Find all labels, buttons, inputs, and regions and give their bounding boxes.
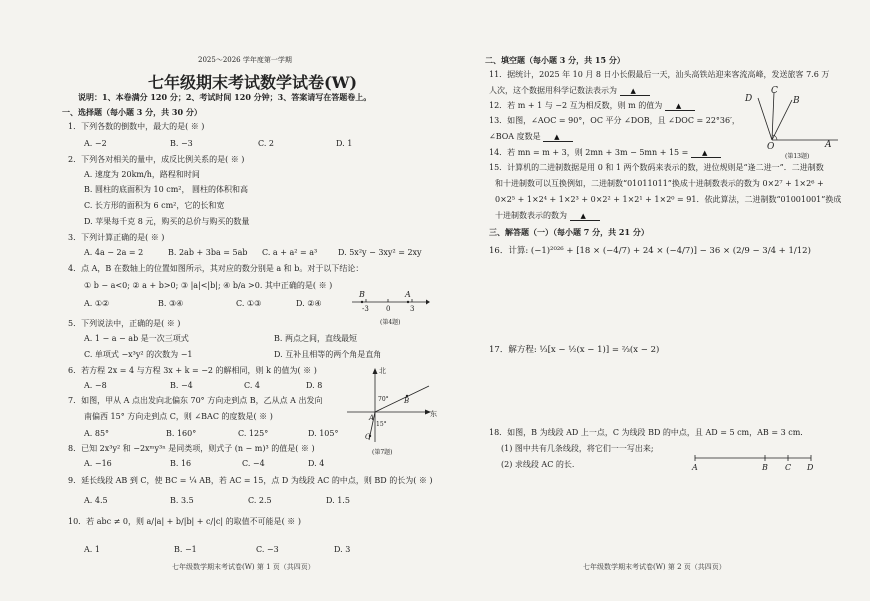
q2-opt-a: A. 速度为 20km/h，路程和时间 (84, 170, 200, 179)
q4-statements: ① b − a<0; ② a + b>0; ③ |a|<|b|; ④ b/a >0. 其中正确的是( ※ ) (84, 281, 333, 290)
q18-part2: (2) 求线段 AC 的长. (501, 460, 575, 469)
q18-stem: 18．如图，B 为线段 AD 上一点，C 为线段 BD 的中点，且 AD = 5 cm，AB = 3 cm． (489, 428, 809, 437)
q4-tick-3: 3 (410, 305, 415, 313)
q13-line1: 13．如图，∠AOC = 90°，OC 平分 ∠DOB，且 ∠DOC = 22°36′， (489, 116, 740, 125)
answer-marker-icon: ▲ (630, 87, 636, 95)
q8-opt-b: B. 16 (170, 459, 192, 468)
q13-label-d: D (745, 94, 753, 104)
q14-text: 14．若 mn = m + 3，则 2mn + 3m − 5mn + 15 = (489, 148, 689, 157)
q7-opt-c: C. 125° (238, 429, 269, 438)
q8-opt-a: A. −16 (84, 459, 112, 468)
q8-opt-d: D. 4 (308, 459, 325, 468)
answer-marker-icon: ▲ (701, 149, 708, 157)
q4-tick-neg3: -3 (362, 305, 369, 313)
q18-segment-diagram (693, 452, 813, 464)
q14-answer-blank (691, 149, 721, 158)
q14-line (489, 148, 721, 158)
term-label: 2025～2026 学年度第一学期 (198, 56, 292, 64)
q7-opt-b: B. 160° (166, 429, 197, 438)
q9-opt-a: A. 4.5 (84, 496, 108, 505)
q3-opt-c: C. a + a² = a³ (262, 248, 318, 257)
page-2 (435, 0, 870, 601)
q1-opt-d: D. 1 (336, 139, 353, 148)
q5-opt-b: B. 两点之间，直线最短 (274, 334, 357, 343)
q4-opt-d: D. ②④ (296, 299, 322, 308)
q15-line1: 15．计算机的二进制数据是用 0 和 1 两个数码来表示的数，进位规则是“逢二进一”．二进制数 (489, 163, 824, 172)
q6-opt-b: B. −4 (170, 381, 193, 390)
q5-opt-c: C. 单项式 −x³y² 的次数为 −1 (84, 350, 193, 359)
q5-opt-a: A. 1 − a − ab 是一次三项式 (84, 334, 189, 343)
q3-opt-a: A. 4a − 2a = 2 (84, 248, 144, 257)
q4-tick-0: 0 (386, 305, 391, 313)
q4-opt-c: C. ①③ (236, 299, 262, 308)
section-3-heading: 三、解答题（一）（每小题 7 分，共 21 分） (489, 227, 649, 237)
q4-opt-b: B. ③④ (158, 299, 184, 308)
q8-stem: 8．已知 2x³y² 和 −2xᵐy³ⁿ 是同类项，则式子 (n − m)³ 的值是( ※ ) (68, 444, 315, 453)
q18-label-b: B (762, 463, 768, 472)
q7-angle-15: 15° (376, 421, 387, 428)
q15-answer-blank (570, 212, 600, 221)
q15-line4 (495, 211, 600, 221)
q4-opt-a: A. ①② (84, 299, 110, 308)
q4-caption: (第4题) (380, 319, 401, 326)
q11-line2 (489, 86, 650, 96)
q7-compass-diagram (345, 368, 435, 448)
q11-line1: 11．据统计，2025 年 10 月 8 日小长假最后一天，汕头高铁站迎来客流高峰，发送旅客 7.6 万 (489, 70, 830, 79)
q13-label-c: C (771, 86, 778, 96)
q7-label-a: A (369, 414, 375, 422)
q7-opt-d: D. 105° (308, 429, 339, 438)
q11-text: 人次，这个数据用科学记数法表示为 (489, 86, 617, 95)
page-2-footer: 七年级数学期末考试卷(W) 第 2 页（共四页） (583, 563, 726, 571)
q1-stem: 1．下列各数的倒数中，最大的是( ※ ) (68, 122, 205, 131)
page-1-footer: 七年级数学期末考试卷(W) 第 1 页（共四页） (172, 563, 315, 571)
q9-opt-d: D. 1.5 (326, 496, 350, 505)
q7-label-east: 东 (430, 410, 437, 418)
q18-label-a: A (692, 463, 698, 472)
q9-stem: 9．延长线段 AB 到 C，使 BC = ¼ AB，若 AC = 15，点 D 为线段 AC 的中点，则 BD 的长为( ※ ) (68, 476, 433, 485)
q5-stem: 5．下列说法中，正确的是( ※ ) (68, 319, 181, 328)
q7-stem-line1: 7．如图，甲从 A 点出发向北偏东 70° 方向走到点 B，乙从点 A 出发向 (68, 396, 323, 405)
q18-part1: (1) 图中共有几条线段，将它们一一写出来; (501, 444, 654, 453)
q12-line (489, 101, 695, 111)
q5-opt-d: D. 互补且相等的两个角是直角 (274, 350, 382, 359)
q6-opt-a: A. −8 (84, 381, 107, 390)
q3-stem: 3．下列计算正确的是( ※ ) (68, 233, 165, 242)
q13-text: ∠BOA 度数是 (489, 132, 541, 141)
q10-opt-d: D. 3 (334, 545, 351, 554)
exam-notes: 说明：1、本卷满分 120 分；2、考试时间 120 分钟；3、答案请写在答题卷上。 (78, 92, 372, 102)
q7-caption: (第7题) (372, 449, 393, 456)
q7-label-b: B (404, 397, 410, 405)
q6-stem: 6．若方程 2x = 4 与方程 3x + k = −2 的解相同，则 k 的值为( ※ ) (68, 366, 317, 375)
q17-stem: 17．解方程: ⅓[x − ½(x − 1)] = ⅔(x − 2) (489, 345, 660, 355)
answer-marker-icon: ▲ (580, 212, 586, 220)
q12-answer-blank (665, 102, 695, 111)
q16-stem: 16．计算: (−1)²⁰²⁶ + [18 × (−4/7) + 24 × (−4/7)] − 36 × (2/9 − 3/4 + 1/12) (489, 246, 811, 256)
q10-opt-c: C. −3 (256, 545, 279, 554)
q8-opt-c: C. −4 (242, 459, 265, 468)
q3-opt-d: D. 5x²y − 3xy² = 2xy (338, 248, 422, 257)
answer-marker-icon: ▲ (554, 133, 560, 141)
q2-stem: 2．下列各对相关的量中，成反比例关系的是( ※ ) (68, 155, 245, 164)
q2-opt-b: B. 圆柱的底面积为 10 cm²， 圆柱的体积和高 (84, 185, 249, 194)
q12-text: 12．若 m + 1 与 −2 互为相反数，则 m 的值为 (489, 101, 663, 110)
q18-label-d: D (807, 463, 814, 472)
q2-opt-d: D. 苹果每千克 8 元，购买的总价与购买的数量 (84, 217, 250, 226)
section-2-heading: 二、填空题（每小题 3 分，共 15 分） (485, 55, 625, 65)
q4-label-a: A (405, 290, 411, 299)
q15-line3: 0×2⁵ + 1×2⁴ + 1×2³ + 0×2² + 1×2¹ + 1×2⁰ = 91．依此算法，二进制数“01001001”换成 (495, 195, 842, 204)
section-1-heading: 一、选择题（每小题 3 分，共 30 分） (62, 107, 202, 117)
q2-opt-c: C. 长方形的面积为 6 cm²，它的长和宽 (84, 201, 225, 210)
q1-opt-a: A. −2 (84, 139, 107, 148)
q9-opt-b: B. 3.5 (170, 496, 194, 505)
q7-opt-a: A. 85° (84, 429, 110, 438)
q7-stem-line2: 南偏西 15° 方向走到点 C，则 ∠BAC 的度数是( ※ ) (84, 412, 273, 421)
q1-opt-c: C. 2 (258, 139, 275, 148)
q1-opt-b: B. −3 (170, 139, 193, 148)
q13-label-b: B (793, 96, 800, 106)
q10-opt-a: A. 1 (84, 545, 100, 554)
q6-opt-d: D. 8 (306, 381, 323, 390)
q7-label-north: 北 (379, 367, 386, 375)
q11-answer-blank (620, 87, 650, 96)
q13-label-o: O (767, 142, 775, 152)
q13-answer-blank (543, 133, 573, 142)
q13-caption: (第13题) (785, 153, 810, 160)
q15-line2: 和十进制数可以互换例如，二进制数“01011011”换成十进制数表示的数为 0×2⁷ + 1×2⁶ + (495, 179, 824, 188)
q13-label-a: A (825, 140, 832, 150)
q6-opt-c: C. 4 (244, 381, 261, 390)
q4-stem: 4．点 A，B 在数轴上的位置如图所示，其对应的数分别是 a 和 b。对于以下结论： (68, 264, 364, 273)
answer-marker-icon: ▲ (675, 102, 682, 110)
exam-title: 七年级期末考试数学试卷(W) (148, 73, 358, 92)
q7-angle-70: 70° (378, 396, 389, 403)
q15-text: 十进制数表示的数为 (495, 211, 567, 220)
q10-stem: 10．若 abc ≠ 0，则 a/|a| + b/|b| + c/|c| 的取值不可能是( ※ ) (68, 517, 301, 526)
q18-label-c: C (785, 463, 792, 472)
q7-label-c: C (365, 433, 371, 441)
q9-opt-c: C. 2.5 (248, 496, 272, 505)
q13-line2 (489, 132, 573, 142)
q3-opt-b: B. 2ab + 3ba = 5ab (168, 248, 248, 257)
q4-label-b: B (359, 290, 365, 299)
q10-opt-b: B. −1 (174, 545, 197, 554)
